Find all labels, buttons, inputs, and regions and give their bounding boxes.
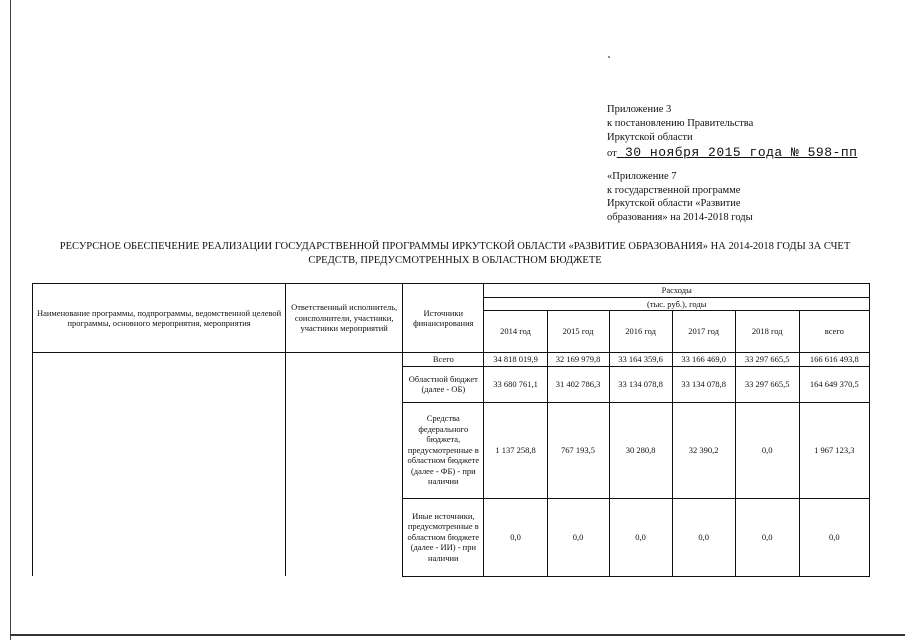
source-cell: Областной бюджет (далее - ОБ) <box>403 366 484 402</box>
executor-cell <box>286 353 403 577</box>
header-name: Наименование программы, подпрограммы, ведомственной целевой программы, основного мероприятия, мероприятия <box>33 284 286 353</box>
value-cell: 0,0 <box>609 498 672 576</box>
program-line: к государственной программе <box>607 184 741 196</box>
program-name-cell <box>33 353 286 577</box>
program-line: Иркутской области «Развитие <box>607 198 741 209</box>
header-total: всего <box>799 311 869 353</box>
value-cell: 31 402 786,3 <box>547 366 609 402</box>
value-cell: 33 680 761,1 <box>484 366 547 402</box>
table-row <box>33 353 870 367</box>
value-cell: 0,0 <box>672 498 735 576</box>
value-cell: 32 169 979,8 <box>547 353 609 367</box>
value-cell: 166 616 493,8 <box>799 353 869 367</box>
header-expenses: Расходы <box>484 284 870 298</box>
value-cell: 0,0 <box>735 402 799 498</box>
header-year: 2018 год <box>735 311 799 353</box>
appendix-header <box>607 103 753 145</box>
appendix-line: Приложение 3 <box>607 104 672 115</box>
program-reference <box>607 170 753 224</box>
value-cell: 0,0 <box>547 498 609 576</box>
value-cell: 32 390,2 <box>672 402 735 498</box>
value-cell: 33 166 469,0 <box>672 353 735 367</box>
source-cell: Иные источники, предусмотренные в областном бюджете (далее - ИИ) - при наличии <box>403 498 484 576</box>
scan-bottom-edge <box>10 634 905 636</box>
header-year: 2016 год <box>609 311 672 353</box>
value-cell: 1 967 123,3 <box>799 402 869 498</box>
value-cell: 33 297 665,5 <box>735 366 799 402</box>
program-line: «Приложение 7 <box>607 171 677 182</box>
header-executor: Ответственный исполнитель, соисполнители, участники, участники мероприятий <box>286 284 403 353</box>
header-source: Источники финансирования <box>403 284 484 353</box>
source-cell: Средства федерального бюджета, предусмотренные в областном бюджете (далее - ФБ) - при наличии <box>403 402 484 498</box>
value-cell: 33 134 078,8 <box>672 366 735 402</box>
value-cell: 33 164 359,6 <box>609 353 672 367</box>
value-cell: 0,0 <box>799 498 869 576</box>
header-units: (тыс. руб.), годы <box>484 297 870 311</box>
scan-left-edge <box>10 0 11 640</box>
decree-date-number: 30 ноября 2015 года № 598-пп <box>616 145 858 160</box>
appendix-line: Иркутской области <box>607 132 693 143</box>
document-title <box>30 240 880 268</box>
value-cell: 0,0 <box>735 498 799 576</box>
value-cell: 33 134 078,8 <box>609 366 672 402</box>
scan-speck <box>608 56 610 58</box>
header-year: 2014 год <box>484 311 547 353</box>
header-year: 2015 год <box>547 311 609 353</box>
value-cell: 30 280,8 <box>609 402 672 498</box>
value-cell: 0,0 <box>484 498 547 576</box>
title-line-2: СРЕДСТВ, ПРЕДУСМОТРЕННЫХ В ОБЛАСТНОМ БЮДЖЕТЕ <box>308 255 602 266</box>
value-cell: 767 193,5 <box>547 402 609 498</box>
appendix-line: к постановлению Правительства <box>607 118 754 129</box>
decree-line <box>607 145 857 160</box>
header-year: 2017 год <box>672 311 735 353</box>
value-cell: 1 137 258,8 <box>484 402 547 498</box>
program-line: образования» на 2014-2018 годы <box>607 211 753 223</box>
source-cell: Всего <box>403 353 484 367</box>
header-row-1 <box>33 284 870 298</box>
title-line-1: РЕСУРСНОЕ ОБЕСПЕЧЕНИЕ РЕАЛИЗАЦИИ ГОСУДАРСТВЕННОЙ ПРОГРАММЫ ИРКУТСКОЙ ОБЛАСТИ «РАЗВИТИЕ ОБРАЗОВАНИЯ» НА 2014-2018 ГОДЫ ЗА СЧЕТ <box>59 241 851 252</box>
value-cell: 164 649 370,5 <box>799 366 869 402</box>
value-cell: 33 297 665,5 <box>735 353 799 367</box>
decree-prefix: от <box>607 148 617 159</box>
budget-table <box>32 283 870 577</box>
value-cell: 34 818 019,9 <box>484 353 547 367</box>
